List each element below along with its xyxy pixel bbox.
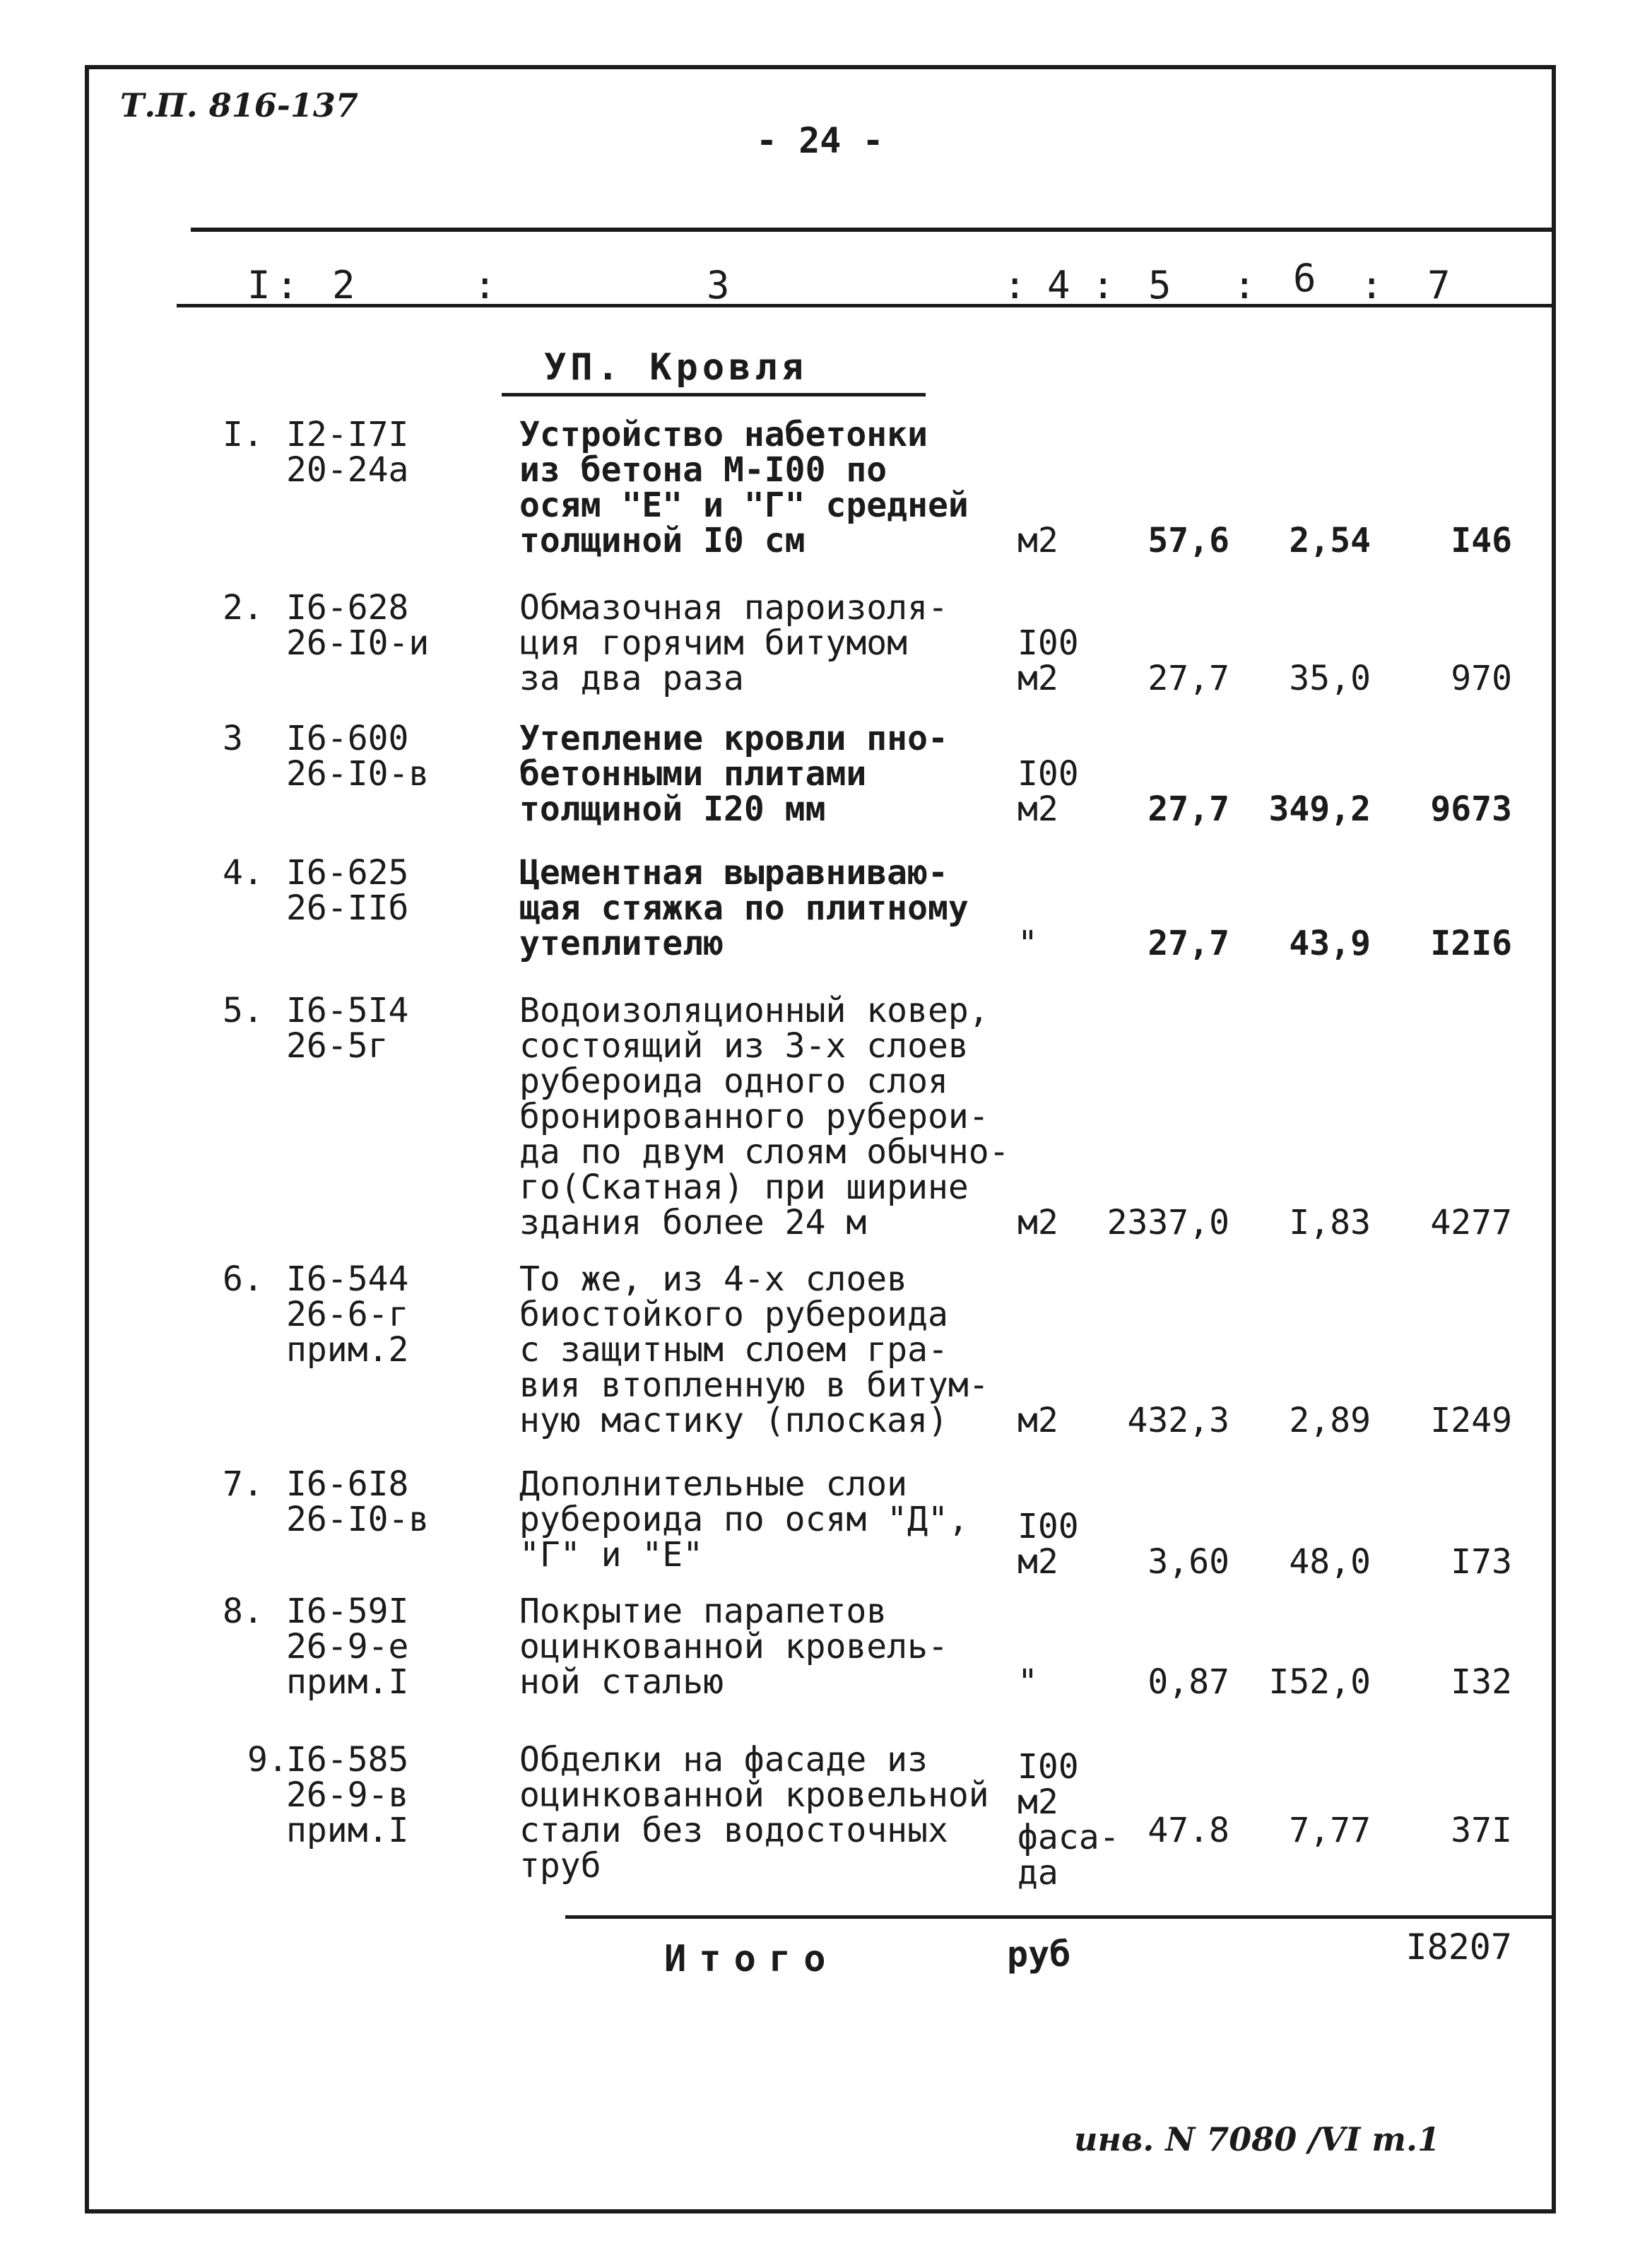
row-unit-line: I00 bbox=[1017, 754, 1079, 794]
row-total: 37I bbox=[1451, 1811, 1512, 1850]
row-description-line: го(Скатная) при ширине bbox=[519, 1168, 969, 1207]
row-description-line: да по двум слоям обычно- bbox=[519, 1132, 1010, 1172]
col-header-2: 2 bbox=[332, 263, 355, 307]
row-unit-price: 2,89 bbox=[1289, 1401, 1371, 1440]
row-description-line: толщиной I0 см bbox=[519, 521, 806, 560]
row-code: прим.2 bbox=[286, 1330, 409, 1370]
row-description-line: вия втопленную в битум- bbox=[519, 1365, 989, 1405]
row-quantity: 47.8 bbox=[1147, 1811, 1229, 1850]
row-description-line: толщиной I20 мм bbox=[519, 789, 826, 829]
row-total: I32 bbox=[1451, 1662, 1512, 1702]
row-number: 8. bbox=[223, 1592, 264, 1631]
row-total: I2I6 bbox=[1430, 924, 1512, 963]
col-sep: : bbox=[1003, 263, 1027, 307]
summary-unit: руб bbox=[1007, 1934, 1071, 1975]
row-description-line: Дополнительные слои bbox=[519, 1464, 908, 1504]
row-code: I6-6I8 bbox=[286, 1464, 409, 1504]
row-code: I6-625 bbox=[286, 853, 409, 893]
row-code: 20-24а bbox=[286, 450, 409, 490]
row-unit-line: м2 bbox=[1017, 1401, 1058, 1440]
row-unit-line: м2 bbox=[1017, 789, 1058, 829]
col-header-1: I bbox=[247, 263, 271, 307]
row-code: прим.I bbox=[286, 1811, 409, 1850]
row-total: I73 bbox=[1451, 1542, 1512, 1582]
row-code: I6-600 bbox=[286, 719, 409, 758]
header-rule-top bbox=[191, 228, 1556, 232]
row-description-line: ную мастику (плоская) bbox=[519, 1401, 948, 1440]
section-title-underline bbox=[502, 393, 926, 396]
row-quantity: 27,7 bbox=[1147, 924, 1229, 963]
row-number: 4. bbox=[223, 853, 264, 893]
row-description-line: Покрытие парапетов bbox=[519, 1592, 887, 1631]
row-description-line: оцинкованной кровель- bbox=[519, 1627, 948, 1666]
row-description-line: оцинкованной кровельной bbox=[519, 1775, 989, 1815]
row-description-line: утеплителю bbox=[519, 924, 724, 963]
row-description-line: Обделки на фасаде из bbox=[519, 1740, 928, 1780]
inventory-note: инв. N 7080 /VI т.1 bbox=[1074, 2120, 1441, 2158]
row-description-line: биостойкого рубероида bbox=[519, 1295, 948, 1334]
row-description-line: с защитным слоем гра- bbox=[519, 1330, 948, 1370]
row-quantity: 432,3 bbox=[1127, 1401, 1229, 1440]
row-code: I6-628 bbox=[286, 588, 409, 628]
row-code: 26-I0-и bbox=[286, 623, 430, 663]
section-title: УП. Кровля bbox=[544, 346, 808, 389]
col-sep: : bbox=[1092, 263, 1115, 307]
row-description-line: То же, из 4-х слоев bbox=[519, 1259, 908, 1299]
row-description-line: рубероида по осям "Д", bbox=[519, 1500, 969, 1539]
row-unit-line: м2 bbox=[1017, 1782, 1058, 1822]
row-unit-line: " bbox=[1017, 1662, 1038, 1702]
row-code: 26-9-е bbox=[286, 1627, 409, 1666]
row-description-line: рубероида одного слоя bbox=[519, 1062, 948, 1101]
row-description-line: ной сталью bbox=[519, 1662, 724, 1702]
row-code: I6-585 bbox=[286, 1740, 409, 1780]
row-description-line: здания более 24 м bbox=[519, 1203, 867, 1242]
row-number: 6. bbox=[223, 1259, 264, 1299]
row-code: 26-I0-в bbox=[286, 754, 430, 794]
col-sep: : bbox=[473, 263, 497, 307]
col-header-5: 5 bbox=[1148, 263, 1172, 307]
page-number: - 24 - bbox=[756, 120, 884, 161]
row-description-line: труб bbox=[519, 1846, 601, 1886]
row-description-line: Цементная выравниваю- bbox=[519, 853, 948, 893]
row-unit-line: м2 bbox=[1017, 521, 1058, 560]
row-code: I6-544 bbox=[286, 1259, 409, 1299]
col-sep: : bbox=[1360, 263, 1383, 307]
row-description-line: за два раза bbox=[519, 659, 744, 698]
col-header-7: 7 bbox=[1427, 263, 1451, 307]
row-description-line: осям "Е" и "Г" средней bbox=[519, 486, 969, 525]
summary-label: Итого bbox=[664, 1938, 839, 1980]
row-number: 3 bbox=[223, 719, 243, 758]
row-unit-line: да bbox=[1017, 1853, 1058, 1893]
row-unit-price: 48,0 bbox=[1289, 1542, 1371, 1582]
row-unit-line: фаса- bbox=[1017, 1818, 1120, 1857]
row-code: прим.I bbox=[286, 1662, 409, 1702]
row-description-line: стали без водосточных bbox=[519, 1811, 948, 1850]
row-description-line: щая стяжка по плитному bbox=[519, 888, 969, 928]
row-code: I6-59I bbox=[286, 1592, 409, 1631]
row-total: 970 bbox=[1451, 659, 1512, 698]
col-header-3: 3 bbox=[707, 263, 730, 307]
row-quantity: 0,87 bbox=[1147, 1662, 1229, 1702]
row-code: 26-IIб bbox=[286, 888, 409, 928]
row-description-line: ция горячим битумом bbox=[519, 623, 908, 663]
col-header-4: 4 bbox=[1047, 263, 1070, 307]
row-unit-price: 43,9 bbox=[1289, 924, 1371, 963]
row-unit-price: I,83 bbox=[1289, 1203, 1371, 1242]
row-total: 4277 bbox=[1430, 1203, 1512, 1242]
row-unit-price: I52,0 bbox=[1268, 1662, 1371, 1702]
row-unit-price: 349,2 bbox=[1268, 789, 1371, 829]
col-sep: : bbox=[276, 263, 299, 307]
row-number: 9. bbox=[247, 1740, 288, 1780]
row-code: 26-9-в bbox=[286, 1775, 409, 1815]
row-description-line: бетонными плитами bbox=[519, 754, 867, 794]
row-code: I6-5I4 bbox=[286, 991, 409, 1030]
row-total: I46 bbox=[1451, 521, 1512, 560]
row-quantity: 27,7 bbox=[1147, 789, 1229, 829]
row-unit-price: 7,77 bbox=[1289, 1811, 1371, 1850]
row-total: 9673 bbox=[1430, 789, 1512, 829]
header-rule-bottom bbox=[177, 304, 1556, 307]
row-unit-line: I00 bbox=[1017, 1507, 1079, 1546]
summary-rule bbox=[565, 1915, 1554, 1919]
col-header-6: 6 bbox=[1293, 256, 1316, 300]
row-number: 5. bbox=[223, 991, 264, 1030]
row-total: I249 bbox=[1430, 1401, 1512, 1440]
row-description-line: состоящий из 3-х слоев bbox=[519, 1026, 969, 1066]
row-quantity: 27,7 bbox=[1147, 659, 1229, 698]
row-unit-line: " bbox=[1017, 924, 1038, 963]
row-unit-line: I00 bbox=[1017, 623, 1079, 663]
document-code: Т.П. 816-137 bbox=[120, 86, 358, 124]
row-code: 26-I0-в bbox=[286, 1500, 430, 1539]
row-unit-price: 2,54 bbox=[1289, 521, 1371, 560]
row-unit-price: 35,0 bbox=[1289, 659, 1371, 698]
row-number: I. bbox=[223, 415, 264, 454]
row-number: 7. bbox=[223, 1464, 264, 1504]
row-number: 2. bbox=[223, 588, 264, 628]
row-description-line: Водоизоляционный ковер, bbox=[519, 991, 989, 1030]
row-description-line: бронированного рубeрои- bbox=[519, 1097, 989, 1136]
row-unit-line: I00 bbox=[1017, 1747, 1079, 1787]
row-description-line: из бетона М-I00 по bbox=[519, 450, 887, 490]
row-code: 26-6-г bbox=[286, 1295, 409, 1334]
row-quantity: 2337,0 bbox=[1107, 1203, 1229, 1242]
row-quantity: 3,60 bbox=[1147, 1542, 1229, 1582]
row-unit-line: м2 bbox=[1017, 1542, 1058, 1582]
row-description-line: Устройство набетонки bbox=[519, 415, 928, 454]
row-unit-line: м2 bbox=[1017, 1203, 1058, 1242]
col-sep: : bbox=[1233, 263, 1256, 307]
summary-total: I8207 bbox=[1405, 1927, 1512, 1968]
row-code: I2-I7I bbox=[286, 415, 409, 454]
row-description-line: Утепление кровли пно- bbox=[519, 719, 948, 758]
row-unit-line: м2 bbox=[1017, 659, 1058, 698]
row-description-line: "Г" и "Е" bbox=[519, 1535, 704, 1575]
row-code: 26-5г bbox=[286, 1026, 389, 1066]
row-description-line: Обмазочная пароизоля- bbox=[519, 588, 948, 628]
row-quantity: 57,6 bbox=[1147, 521, 1229, 560]
